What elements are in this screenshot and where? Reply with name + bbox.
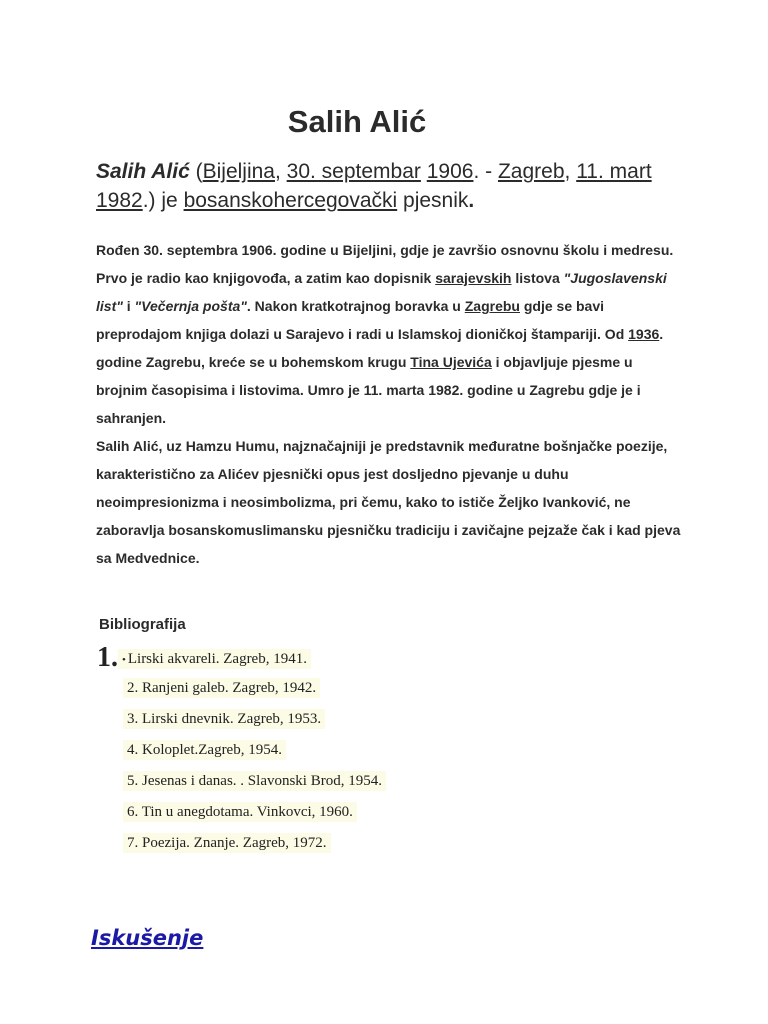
list-item [97, 642, 386, 673]
link-death-year[interactable]: 1982 [96, 189, 143, 212]
bio-text: listova [511, 270, 564, 286]
link-birth-date[interactable]: 30. septembar [286, 160, 421, 183]
intro-period: . [468, 189, 475, 212]
bibliography-entry: 4. Koloplet.Zagreb, 1954. [123, 740, 286, 760]
intro-text: . - [473, 160, 498, 183]
list-item [97, 766, 386, 797]
bio-text: Rođen 30. septembra 1906. godine u Bijeljini, gdje je završio osnovnu školu i medresu. Prvo je radio kao knjigovođa, a zatim kao dopisnik [96, 242, 674, 286]
list-item [97, 797, 386, 828]
bio-paragraph-2: Salih Alić, uz Hamzu Humu, najznačajniji je predstavnik međuratne bošnjačke poezije, karakteristično za Alićev pjesnički opus jest dosljedno pjevanje u duhu neoimpresionizma i neosimbolizma, pri čemu, kako to ističe Željko Ivanković, ne zaboravlja bosanskomuslimansku pjesničku tradiciju i zavičajne pejzaže čak i kad pjeva sa Medvednice. [96, 438, 681, 566]
intro-text: ( [195, 160, 203, 183]
intro-paragraph [96, 157, 686, 215]
biography [96, 236, 686, 572]
bibliography-heading: Bibliografija [99, 616, 186, 633]
newspaper-title: "Večernja pošta" [134, 298, 247, 314]
poet-name: Salih Alić [96, 160, 190, 183]
link-sarajevskih[interactable]: sarajevskih [435, 270, 512, 286]
link-tina-ujevica[interactable]: Tina Ujevića [410, 354, 492, 370]
newspaper-title: "Jugoslavenski list" [96, 270, 667, 314]
intro-text: , [564, 160, 577, 183]
list-item [97, 735, 386, 766]
bibliography-entry: 3. Lirski dnevnik. Zagreb, 1953. [123, 709, 325, 729]
list-number: 1. [97, 642, 118, 673]
bio-text: . Nakon kratkotrajnog boravka u [246, 298, 465, 314]
bibliography-list [97, 642, 386, 859]
poem-link-iskusenje[interactable]: Iskušenje [91, 926, 204, 950]
link-nationality[interactable]: bosanskohercegovački [183, 189, 398, 212]
intro-text: .) je [142, 189, 184, 212]
bio-text: i objavljuje pjesme u brojnim časopisima i listovima. Umro je 11. marta 1982. godine u Zagrebu gdje je i sahranjen. [96, 354, 641, 426]
bio-text: i [122, 298, 135, 314]
bibliography-entry: Lirski akvareli. Zagreb, 1941. [127, 651, 307, 667]
bullet-icon: • [122, 654, 126, 666]
bibliography-entry: 7. Poezija. Znanje. Zagreb, 1972. [123, 833, 331, 853]
intro-text: , [274, 160, 287, 183]
bio-text: gdje se bavi preprodajom knjiga dolazi u Sarajevo i radi u Islamskoj dioničkoj štampariji. Od [96, 298, 629, 342]
bibliography-entry: 5. Jesenas i danas. . Slavonski Brod, 1954. [123, 771, 386, 791]
link-death-date[interactable]: 11. mart [576, 160, 652, 183]
list-item [97, 673, 386, 704]
bio-text: . godine Zagrebu, kreće se u bohemskom krugu [96, 326, 664, 370]
link-birth-year[interactable]: 1906 [426, 160, 474, 183]
intro-text: pjesnik [397, 189, 469, 212]
page-title: Salih Alić [287, 104, 427, 139]
link-1936[interactable]: 1936 [628, 326, 660, 342]
link-zagreb[interactable]: Zagreb [497, 160, 565, 183]
list-item [97, 828, 386, 859]
bio-paragraph-1 [96, 236, 686, 432]
bibliography-entry: 6. Tin u anegdotama. Vinkovci, 1960. [123, 802, 357, 822]
list-item [97, 704, 386, 735]
link-zagrebu[interactable]: Zagrebu [464, 298, 520, 314]
bibliography-entry: 2. Ranjeni galeb. Zagreb, 1942. [123, 678, 320, 698]
link-bijeljina[interactable]: Bijeljina [202, 160, 275, 183]
